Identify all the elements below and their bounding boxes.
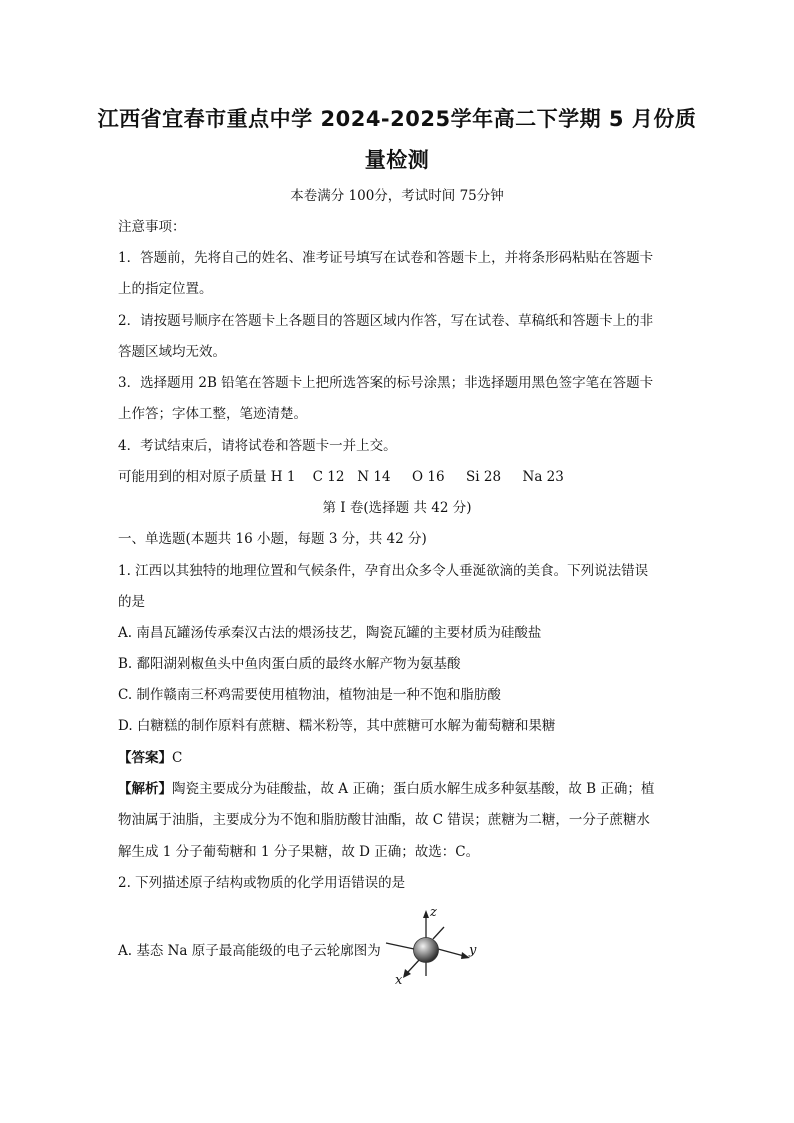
notice-item-2-line-1: 2．请按题号顺序在答题卡上各题目的答题区域内作答，写在试卷、草稿纸和答题卡上的非 <box>118 313 654 329</box>
notice-heading: 注意事项： <box>118 219 186 235</box>
answer-value: C <box>172 750 183 766</box>
question-1-analysis-line-1 <box>118 779 654 799</box>
question-1-stem-line-2: 的是 <box>118 594 145 610</box>
atomic-mass-list: 可能用到的相对原子质量 H 1 C 12 N 14 O 16 Si 28 Na 23 <box>118 469 564 485</box>
section-title: 第 I 卷(选择题 共 42 分) <box>322 500 472 516</box>
question-1-analysis-line-3: 解生成 1 分子葡萄糖和 1 分子果糖，故 D 正确；故选：C。 <box>118 844 480 860</box>
question-1-option-b: B. 鄱阳湖剁椒鱼头中鱼肉蛋白质的最终水解产物为氨基酸 <box>118 656 461 672</box>
notice-item-3-line-2: 上作答；字体工整，笔迹清楚。 <box>118 406 307 422</box>
s-orbital-diagram <box>378 902 482 986</box>
question-2-stem: 2. 下列描述原子结构或物质的化学用语错误的是 <box>118 875 406 891</box>
notice-item-3-line-1: 3．选择题用 2B 铅笔在答题卡上把所选答案的标号涂黑；非选择题用黑色签字笔在答题卡 <box>118 375 654 391</box>
exam-subtitle: 本卷满分 100分，考试时间 75分钟 <box>290 188 504 204</box>
question-2-option-a: A. 基态 Na 原子最高能级的电子云轮廓图为 <box>118 943 381 959</box>
axis-label-y: y <box>469 943 477 958</box>
notice-item-1-line-1: 1．答题前，先将自己的姓名、准考证号填写在试卷和答题卡上，并将条形码粘贴在答题卡 <box>118 250 654 266</box>
notice-item-1-line-2: 上的指定位置。 <box>118 281 213 297</box>
axis-label-z: z <box>430 905 437 920</box>
analysis-text-1: 陶瓷主要成分为硅酸盐，故 A 正确；蛋白质水解生成多种氨基酸，故 B 正确；植 <box>172 781 655 797</box>
question-1-option-d: D. 白糖糕的制作原料有蔗糖、糯米粉等，其中蔗糖可水解为葡萄糖和果糖 <box>118 718 556 734</box>
s-orbital-sphere <box>414 938 439 963</box>
question-1-analysis-line-2: 物油属于油脂，主要成分为不饱和脂肪酸甘油酯，故 C 错误；蔗糖为二糖，一分子蔗糖水 <box>118 812 650 828</box>
notice-item-2-line-2: 答题区域均无效。 <box>118 344 226 360</box>
part-heading: 一、单选题(本题共 16 小题，每题 3 分，共 42 分) <box>118 531 427 547</box>
page-title-line-2: 量检测 <box>364 148 430 172</box>
notice-item-4: 4．考试结束后，请将试卷和答题卡一并上交。 <box>118 438 397 454</box>
axis-label-x: x <box>395 973 403 986</box>
page-title-line-1: 江西省宜春市重点中学 2024-2025学年高二下学期 5 月份质 <box>97 107 697 131</box>
question-1-answer <box>118 748 182 768</box>
question-1-stem-line-1: 1. 江西以其独特的地理位置和气候条件，孕育出众多令人垂涎欲滴的美食。下列说法错误 <box>118 563 649 579</box>
question-1-option-a: A. 南昌瓦罐汤传承秦汉古法的煨汤技艺，陶瓷瓦罐的主要材质为硅酸盐 <box>118 625 542 641</box>
question-1-option-c: C. 制作赣南三杯鸡需要使用植物油，植物油是一种不饱和脂肪酸 <box>118 687 501 703</box>
analysis-tag: 【解析】 <box>118 781 172 797</box>
answer-tag: 【答案】 <box>118 750 172 766</box>
